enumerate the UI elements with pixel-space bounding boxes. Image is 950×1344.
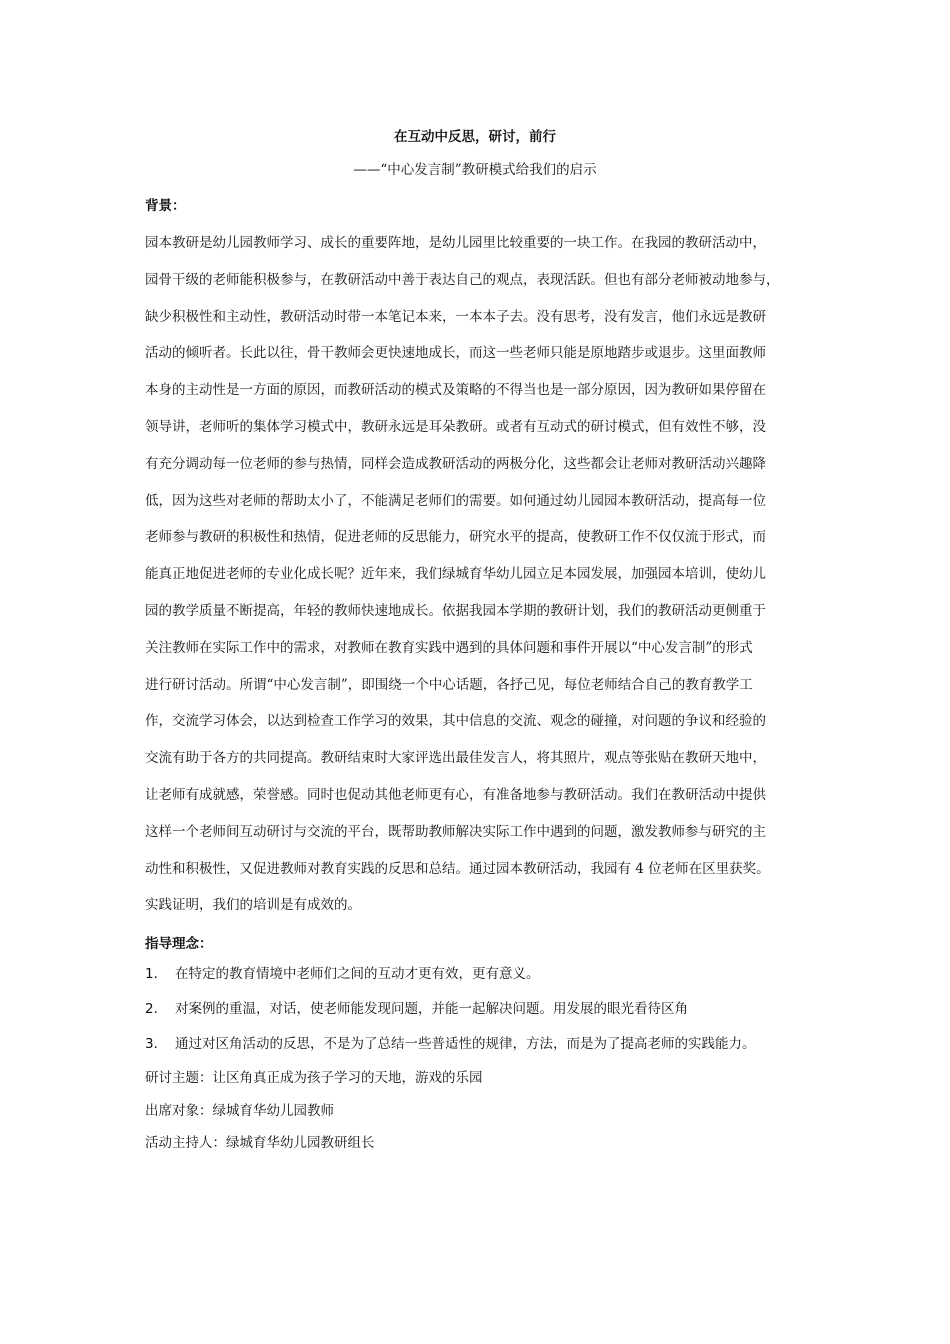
attendees-line: 出席对象：绿城育华幼儿园教师 (145, 1103, 334, 1119)
paragraph-line: 动性和积极性，又促进教师对教育实践的反思和总结。通过园本教研活动，我园有 4 位老师在区里获奖。 (145, 860, 770, 877)
list-item (145, 1032, 825, 1067)
background-heading: 背景： (145, 198, 186, 214)
background-paragraph (145, 225, 813, 924)
paragraph-line: 关注教师在实际工作中的需求，对教师在教育实践中遇到的具体问题和事件开展以“中心发言制”的形式 (145, 639, 753, 656)
guiding-list (145, 962, 825, 1067)
paragraph-line: 交流有助于各方的共同提高。教研结束时大家评选出最佳发言人，将其照片，观点等张贴在教研天地中， (145, 750, 766, 767)
paragraph-line: 活动的倾听者。长此以往，骨干教师会更快速地成长，而这一些老师只能是原地踏步或退步。这里面教师 (145, 345, 766, 362)
paragraph-line: 有充分调动每一位老师的参与热情，同样会造成教研活动的两极分化，这些都会让老师对教研活动兴趣降 (145, 455, 766, 472)
list-item (145, 962, 825, 997)
topic-line: 研讨主题：让区角真正成为孩子学习的天地，游戏的乐园 (145, 1070, 483, 1086)
paragraph-line: 本身的主动性是一方面的原因，而教研活动的模式及策略的不得当也是一部分原因，因为教研如果停留在 (145, 382, 766, 399)
paragraph-line: 能真正地促进老师的专业化成长呢？近年来，我们绿城育华幼儿园立足本园发展，加强园本培训，使幼儿 (145, 566, 766, 583)
list-number: 3． (145, 1036, 168, 1052)
paragraph-line: 领导讲，老师听的集体学习模式中，教研永远是耳朵教研。或者有互动式的研讨模式，但有效性不够，没 (145, 418, 766, 435)
list-text: 通过对区角活动的反思，不是为了总结一些普适性的规律，方法，而是为了提高老师的实践能力。 (175, 1036, 756, 1052)
list-number: 1． (145, 966, 168, 982)
paragraph-line: 低，因为这些对老师的帮助太小了，不能满足老师们的需要。如何通过幼儿园园本教研活动，提高每一位 (145, 492, 766, 509)
paragraph-line: 老师参与教研的积极性和热情，促进老师的反思能力，研究水平的提高，使教研工作不仅仅流于形式，而 (145, 529, 766, 546)
paragraph-line: 进行研讨活动。所谓“中心发言制”，即围绕一个中心话题，各抒己见，每位老师结合自己的教育教学工 (145, 676, 753, 693)
paragraph-line: 园的教学质量不断提高，年轻的教师快速地成长。依据我园本学期的教研计划，我们的教研活动更侧重于 (145, 602, 766, 619)
document-title: 在互动中反思，研讨，前行 (394, 129, 556, 145)
list-text: 在特定的教育情境中老师们之间的互动才更有效，更有意义。 (175, 966, 540, 982)
paragraph-line: 园本教研是幼儿园教师学习、成长的重要阵地，是幼儿园里比较重要的一块工作。在我园的教研活动中， (145, 235, 766, 251)
paragraph-line: 让老师有成就感，荣誉感。同时也促动其他老师更有心，有准备地参与教研活动。我们在教研活动中提供 (145, 786, 766, 803)
document-subtitle: ——“中心发言制”教研模式给我们的启示 (353, 162, 597, 178)
paragraph-line: 园骨干级的老师能积极参与，在教研活动中善于表达自己的观点，表现活跃。但也有部分老师被动地参与， (145, 271, 780, 288)
host-line: 活动主持人：绿城育华幼儿园教研组长 (145, 1135, 375, 1151)
paragraph-line: 实践证明，我们的培训是有成效的。 (145, 897, 361, 914)
paragraph-line: 缺少积极性和主动性，教研活动时带一本笔记本来，一本本子去。没有思考，没有发言，他们永远是教研 (145, 308, 766, 325)
list-item (145, 997, 825, 1032)
guiding-heading: 指导理念： (145, 936, 213, 952)
list-number: 2． (145, 1001, 168, 1017)
list-text: 对案例的重温，对话，使老师能发现问题，并能一起解决问题。用发展的眼光看待区角 (175, 1001, 688, 1017)
paragraph-line: 作，交流学习体会，以达到检查工作学习的效果，其中信息的交流、观念的碰撞，对问题的争议和经验的 (145, 713, 766, 730)
paragraph-line: 这样一个老师间互动研讨与交流的平台，既帮助教师解决实际工作中遇到的问题，激发教师参与研究的主 (145, 823, 766, 840)
